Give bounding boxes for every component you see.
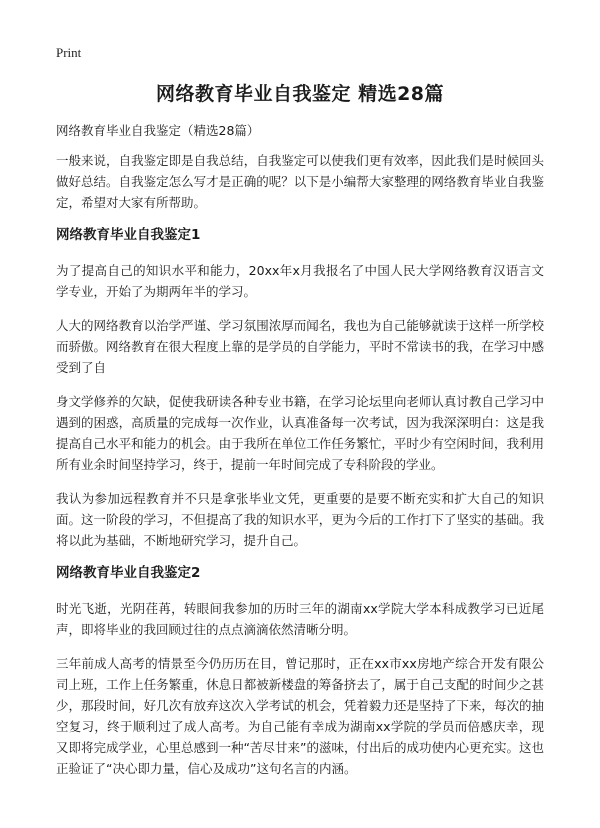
section-2-paragraph-1: 时光飞逝，光阴荏苒，转眼间我参加的历时三年的湖南xx学院大学本科成教学习已近尾声，即将毕业的我回顾过往的点点滴滴依然清晰分明。: [56, 601, 544, 637]
document-body: [56, 150, 544, 792]
section-1-paragraph-4: 我认为参加远程教育并不只是拿张毕业文凭，更重要的是要不断充实和扩大自己的知识面。这一阶段的学习，不但提高了我的知识水平，更为今后的工作打下了坚实的基础。我将以此为基础，不断地研究学习，提升自己。: [56, 491, 544, 548]
section-1-paragraph-1: 为了提高自己的知识水平和能力，20xx年x月我报名了中国人民大学网络教育汉语言文学专业，开始了为期两年半的学习。: [56, 263, 544, 299]
print-link[interactable]: Print: [56, 45, 82, 60]
intro-paragraph: 一般来说，自我鉴定即是自我总结，自我鉴定可以使我们更有效率，因此我们是时候回头做好总结。自我鉴定怎么写才是正确的呢？以下是小编帮大家整理的网络教育毕业自我鉴定，希望对大家有所帮助。: [56, 153, 544, 210]
document-title: 网络教育毕业自我鉴定 精选28篇: [155, 83, 445, 105]
section-1-paragraph-2: 人大的网络教育以治学严谨、学习氛围浓厚而闻名，我也为自己能够就读于这样一所学校而骄傲。网络教育在很大程度上靠的是学员的自学能力，平时不常读书的我，在学习中感受到了自: [56, 318, 544, 375]
section-1-paragraph-3: 身文学修养的欠缺，促使我研读各种专业书籍，在学习论坛里向老师认真讨教自己学习中遇到的困惑，高质量的完成每一次作业，认真准备每一次考试，因为我深深明白：这是我提高自己水平和能力的机会。由于我所在单位工作任务繁忙，平时少有空闲时间，我利用所有业余时间坚持学习，终于，提前一年时间完成了专科阶段的学业。: [56, 394, 544, 472]
section-heading-1: 网络教育毕业自我鉴定1: [56, 227, 201, 243]
document-subtitle: 网络教育毕业自我鉴定（精选28篇）: [56, 123, 260, 138]
section-2-paragraph-2: 三年前成人高考的情景至今仍历历在目，曾记那时，正在xx市xx房地产综合开发有限公司上班，工作上任务繁重，休息日都被新楼盘的筹备挤去了，属于自己支配的时间少之甚少，那段时间，好几次有放弃这次入学考试的机会，凭着毅力还是坚持了下来，每次的抽空复习，终于顺利过了成人高考。为自己能有幸成为湖南xx学院的学员而倍感庆幸，现又即将完成学业，心里总感到一种“苦尽甘来”的滋味，付出后的成功使内心更充实。这也正验证了“决心即力量，信心及成功”这句名言的内涵。: [56, 656, 544, 776]
section-heading-2: 网络教育毕业自我鉴定2: [56, 565, 201, 581]
